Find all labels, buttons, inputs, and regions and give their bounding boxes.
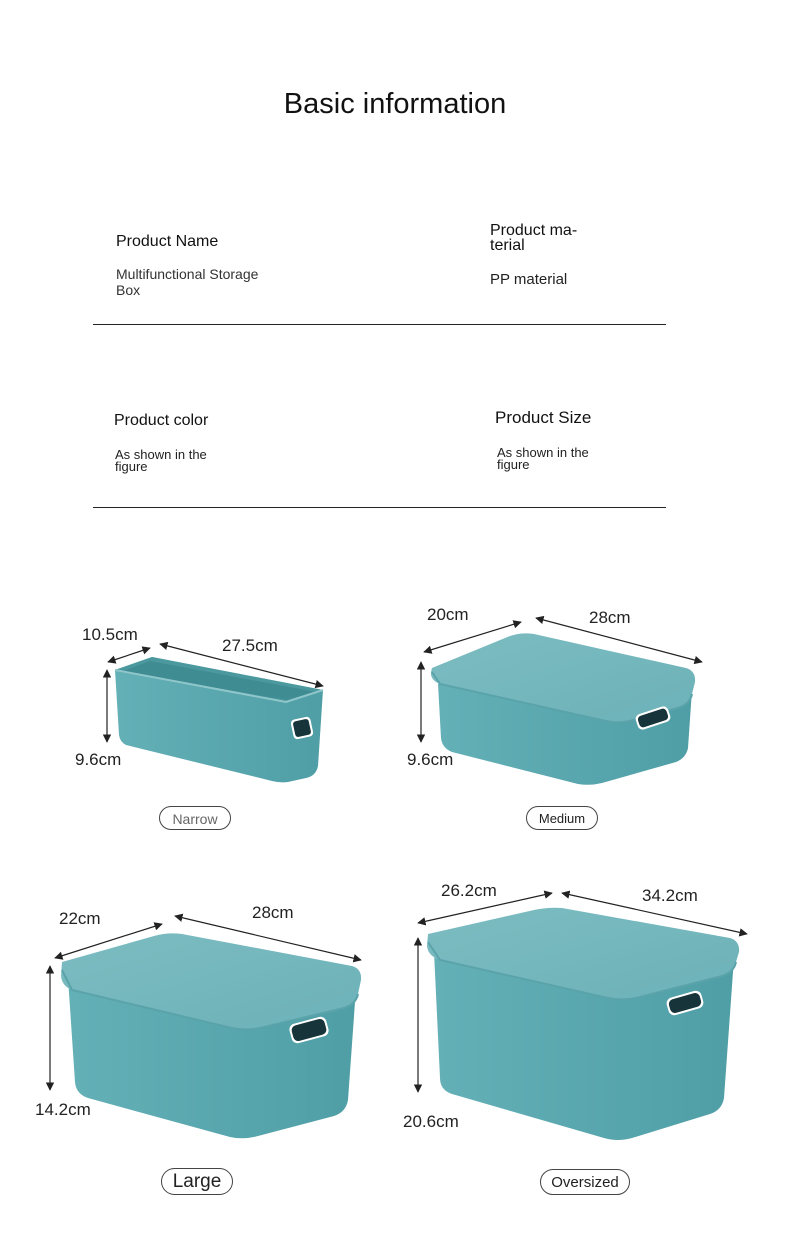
medium-width-label: 20cm — [427, 605, 469, 624]
oversized-width-label: 26.2cm — [441, 881, 497, 900]
oversized-box-image — [427, 908, 739, 1140]
large-box-image — [61, 933, 361, 1138]
page-title: Basic information — [283, 88, 507, 120]
narrow-height-label: 9.6cm — [75, 750, 122, 769]
large-size-badge: Large — [161, 1168, 233, 1195]
large-width-label: 22cm — [59, 909, 101, 928]
product-size-label: Product Size — [495, 408, 592, 427]
narrow-size-badge: Narrow — [159, 806, 231, 830]
narrow-width-label: 10.5cm — [82, 625, 138, 644]
medium-size-badge: Medium — [526, 806, 598, 830]
product-color-value-line2: figure — [115, 459, 148, 474]
narrow-length-label: 27.5cm — [222, 636, 278, 655]
medium-length-label: 28cm — [589, 608, 631, 627]
product-material-label-line2: terial — [490, 237, 525, 254]
large-height-label: 14.2cm — [35, 1100, 91, 1119]
oversized-length-label: 34.2cm — [642, 886, 698, 905]
oversized-height-label: 20.6cm — [403, 1112, 459, 1131]
medium-box-image — [431, 633, 695, 784]
product-material-label-line1: Product ma- — [490, 222, 578, 239]
product-name-value-line1: Multifunctional Storage — [116, 266, 259, 282]
large-length-label: 28cm — [252, 903, 294, 922]
product-color-label: Product color — [114, 412, 209, 429]
product-size-value-line1: As shown in the — [497, 445, 589, 460]
product-size-value-line2: figure — [497, 457, 530, 472]
product-material-value: PP material — [490, 271, 568, 288]
product-name-label: Product Name — [116, 233, 219, 250]
medium-height-label: 9.6cm — [407, 750, 454, 769]
oversized-size-badge: Oversized — [540, 1169, 630, 1195]
divider-line — [93, 324, 666, 325]
product-name-value-line2: Box — [116, 282, 141, 298]
product-color-value-line1: As shown in the — [115, 447, 207, 462]
narrow-box-image — [115, 657, 323, 782]
divider-line — [93, 507, 666, 508]
